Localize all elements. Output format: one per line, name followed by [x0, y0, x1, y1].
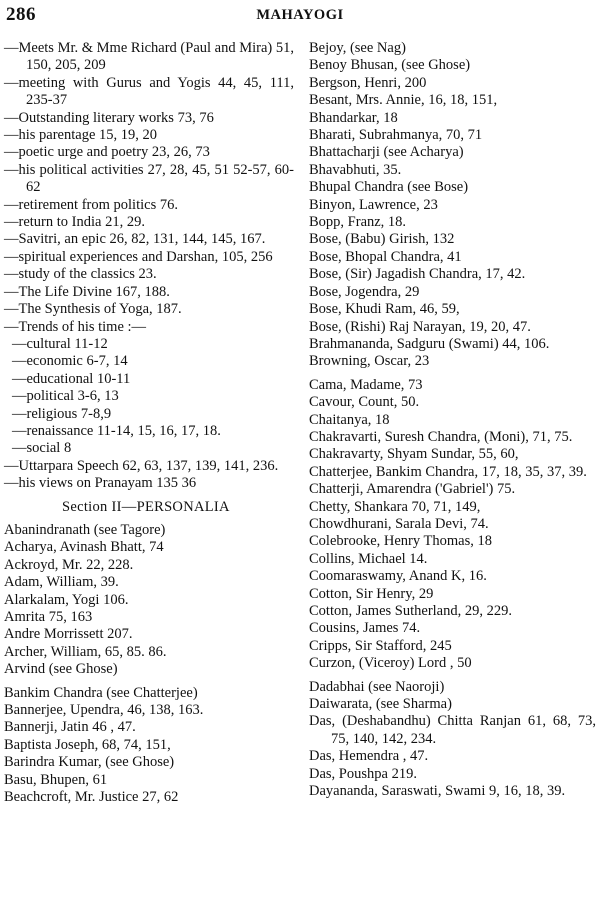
- index-entry: Bose, (Babu) Girish, 132: [309, 231, 455, 248]
- index-entry: —social 8: [12, 440, 72, 457]
- index-entry: —poetic urge and poetry 23, 26, 73: [4, 144, 210, 161]
- index-entry: Curzon, (Viceroy) Lord , 50: [309, 655, 472, 672]
- index-entry: Cousins, James 74.: [309, 620, 421, 637]
- index-entry: Bose, Bhopal Chandra, 41: [309, 248, 462, 265]
- index-entry: —study of the classics 23.: [4, 266, 157, 283]
- index-entry: Bhupal Chandra (see Bose): [309, 179, 469, 196]
- index-group-c: [309, 377, 596, 673]
- page-number: 286: [6, 4, 36, 25]
- index-entry: —Trends of his time :—: [4, 318, 147, 335]
- index-entry: Besant, Mrs. Annie, 16, 18, 151,: [309, 92, 498, 109]
- index-group-a: [4, 522, 294, 679]
- index-entry: —religious 7-8,9: [12, 405, 112, 422]
- index-entry: —Uttarpara Speech 62, 63, 137, 139, 141, 236.: [4, 457, 279, 474]
- index-entry: Alarkalam, Yogi 106.: [4, 591, 129, 608]
- section-heading: Section II—PERSONALIA: [62, 498, 230, 515]
- index-entry: Daiwarata, (see Sharma): [309, 696, 452, 713]
- index-entry: —his views on Pranayam 135 36: [4, 475, 197, 492]
- running-title: MAHAYOGI: [256, 7, 344, 23]
- index-entry: Bose, Khudi Ram, 46, 59,: [309, 301, 460, 318]
- index-entry: Benoy Bhusan, (see Ghose): [309, 57, 471, 74]
- index-entry: Bharati, Subrahmanya, 70, 71: [309, 127, 483, 144]
- index-entry: Bergson, Henri, 200: [309, 74, 427, 91]
- index-entry: Beachcroft, Mr. Justice 27, 62: [4, 789, 179, 806]
- index-entry: Colebrooke, Henry Thomas, 18: [309, 533, 492, 550]
- index-entry: Bose, (Sir) Jagadish Chandra, 17, 42.: [309, 266, 526, 283]
- index-entry: Dayananda, Saraswati, Swami 9, 16, 18, 39.: [309, 783, 566, 800]
- index-entry: Chetty, Shankara 70, 71, 149,: [309, 498, 481, 515]
- index-entry: Chatterjee, Bankim Chandra, 17, 18, 35, 37, 39.: [309, 463, 587, 480]
- page-header: [0, 4, 600, 30]
- index-entry: Dadabhai (see Naoroji): [309, 678, 445, 695]
- index-entry: Chatterji, Amarendra ('Gabriel') 75.: [309, 481, 516, 498]
- index-entry: —educational 10-11: [12, 370, 131, 387]
- index-entry: Das, Hemendra , 47.: [309, 748, 429, 765]
- index-entry: —his political activities 27, 28, 45, 51 52-57, 60-62: [4, 161, 294, 196]
- index-entry: Chowdhurani, Sarala Devi, 74.: [309, 515, 489, 532]
- sub-entries-top: [4, 40, 294, 336]
- index-entry: Binyon, Lawrence, 23: [309, 196, 438, 213]
- index-entry: Cripps, Sir Stafford, 245: [309, 637, 452, 654]
- index-entry: Brahmananda, Sadguru (Swami) 44, 106.: [309, 335, 550, 352]
- index-entry: —Savitri, an epic 26, 82, 131, 144, 145, 167.: [4, 231, 266, 248]
- index-entry: Das, Poushpa 219.: [309, 765, 417, 782]
- index-entry: Bopp, Franz, 18.: [309, 214, 407, 231]
- index-entry: Das, (Deshabandhu) Chitta Ranjan 61, 68, 73, 75, 140, 142, 234.: [309, 713, 596, 747]
- index-entry: Bankim Chandra (see Chatterjee): [4, 684, 198, 701]
- index-entry: Cotton, James Sutherland, 29, 229.: [309, 603, 512, 619]
- index-group-b: [4, 685, 294, 807]
- index-entry: Adam, William, 39.: [4, 574, 119, 591]
- index-entry: Acharya, Avinash Bhatt, 74: [4, 539, 164, 556]
- sub-entries-after: [4, 458, 294, 493]
- index-entry: Collins, Michael 14.: [309, 550, 428, 567]
- index-entry: Browning, Oscar, 23: [309, 353, 430, 370]
- index-entry: Bannerjee, Upendra, 46, 138, 163.: [4, 702, 204, 719]
- index-entry: Bejoy, (see Nag): [309, 40, 406, 56]
- trends-sub-entries: [4, 336, 294, 458]
- index-entry: —Outstanding literary works 73, 76: [4, 109, 214, 126]
- index-entry: Chakravarty, Shyam Sundar, 55, 60,: [309, 446, 519, 463]
- index-entry: Arvind (see Ghose): [4, 661, 118, 678]
- index-entry: Cotton, Sir Henry, 29: [309, 585, 434, 602]
- index-group-b-cont: [309, 40, 596, 371]
- left-column: [4, 40, 294, 806]
- index-entry: Baptista Joseph, 68, 74, 151,: [4, 736, 171, 753]
- index-entry: Coomaraswamy, Anand K, 16.: [309, 568, 487, 585]
- index-entry: Ackroyd, Mr. 22, 228.: [4, 556, 134, 573]
- index-entry: —cultural 11-12: [12, 335, 108, 352]
- index-group-d: [309, 679, 596, 801]
- index-entry: —The Life Divine 167, 188.: [4, 283, 170, 300]
- index-entry: Bhandarkar, 18: [309, 109, 398, 126]
- index-entry: Bose, Jogendra, 29: [309, 283, 420, 300]
- index-entry: Cavour, Count, 50.: [309, 394, 420, 411]
- index-entry: —his parentage 15, 19, 20: [4, 127, 158, 144]
- right-column: [309, 40, 596, 800]
- index-entry: Bose, (Rishi) Raj Narayan, 19, 20, 47.: [309, 318, 531, 335]
- index-entry: —spiritual experiences and Darshan, 105, 256: [4, 248, 273, 265]
- index-entry: Amrita 75, 163: [4, 609, 93, 625]
- index-entry: —retirement from politics 76.: [4, 196, 178, 213]
- index-entry: —return to India 21, 29.: [4, 214, 145, 231]
- index-entry: —meeting with Gurus and Yogis 44, 45, 111, 235-37: [4, 74, 294, 109]
- index-entry: Bhattacharji (see Acharya): [309, 144, 464, 161]
- index-entry: Chaitanya, 18: [309, 411, 390, 428]
- index-entry: Archer, William, 65, 85. 86.: [4, 643, 167, 660]
- index-entry: —Meets Mr. & Mme Richard (Paul and Mira) 51, 150, 205, 209: [4, 40, 294, 74]
- index-entry: Bannerji, Jatin 46 , 47.: [4, 719, 136, 736]
- index-entry: —renaissance 11-14, 15, 16, 17, 18.: [12, 422, 221, 439]
- index-entry: Andre Morrissett 207.: [4, 626, 133, 643]
- index-entry: Bhavabhuti, 35.: [309, 161, 402, 178]
- index-entry: Abanindranath (see Tagore): [4, 521, 166, 538]
- index-entry: Chakravarti, Suresh Chandra, (Moni), 71, 75.: [309, 428, 573, 445]
- index-entry: Cama, Madame, 73: [309, 376, 423, 393]
- index-entry: —political 3-6, 13: [12, 388, 119, 405]
- index-entry: Barindra Kumar, (see Ghose): [4, 754, 175, 771]
- index-entry: Basu, Bhupen, 61: [4, 771, 108, 788]
- index-entry: —The Synthesis of Yoga, 187.: [4, 301, 182, 318]
- index-entry: —economic 6-7, 14: [12, 353, 128, 370]
